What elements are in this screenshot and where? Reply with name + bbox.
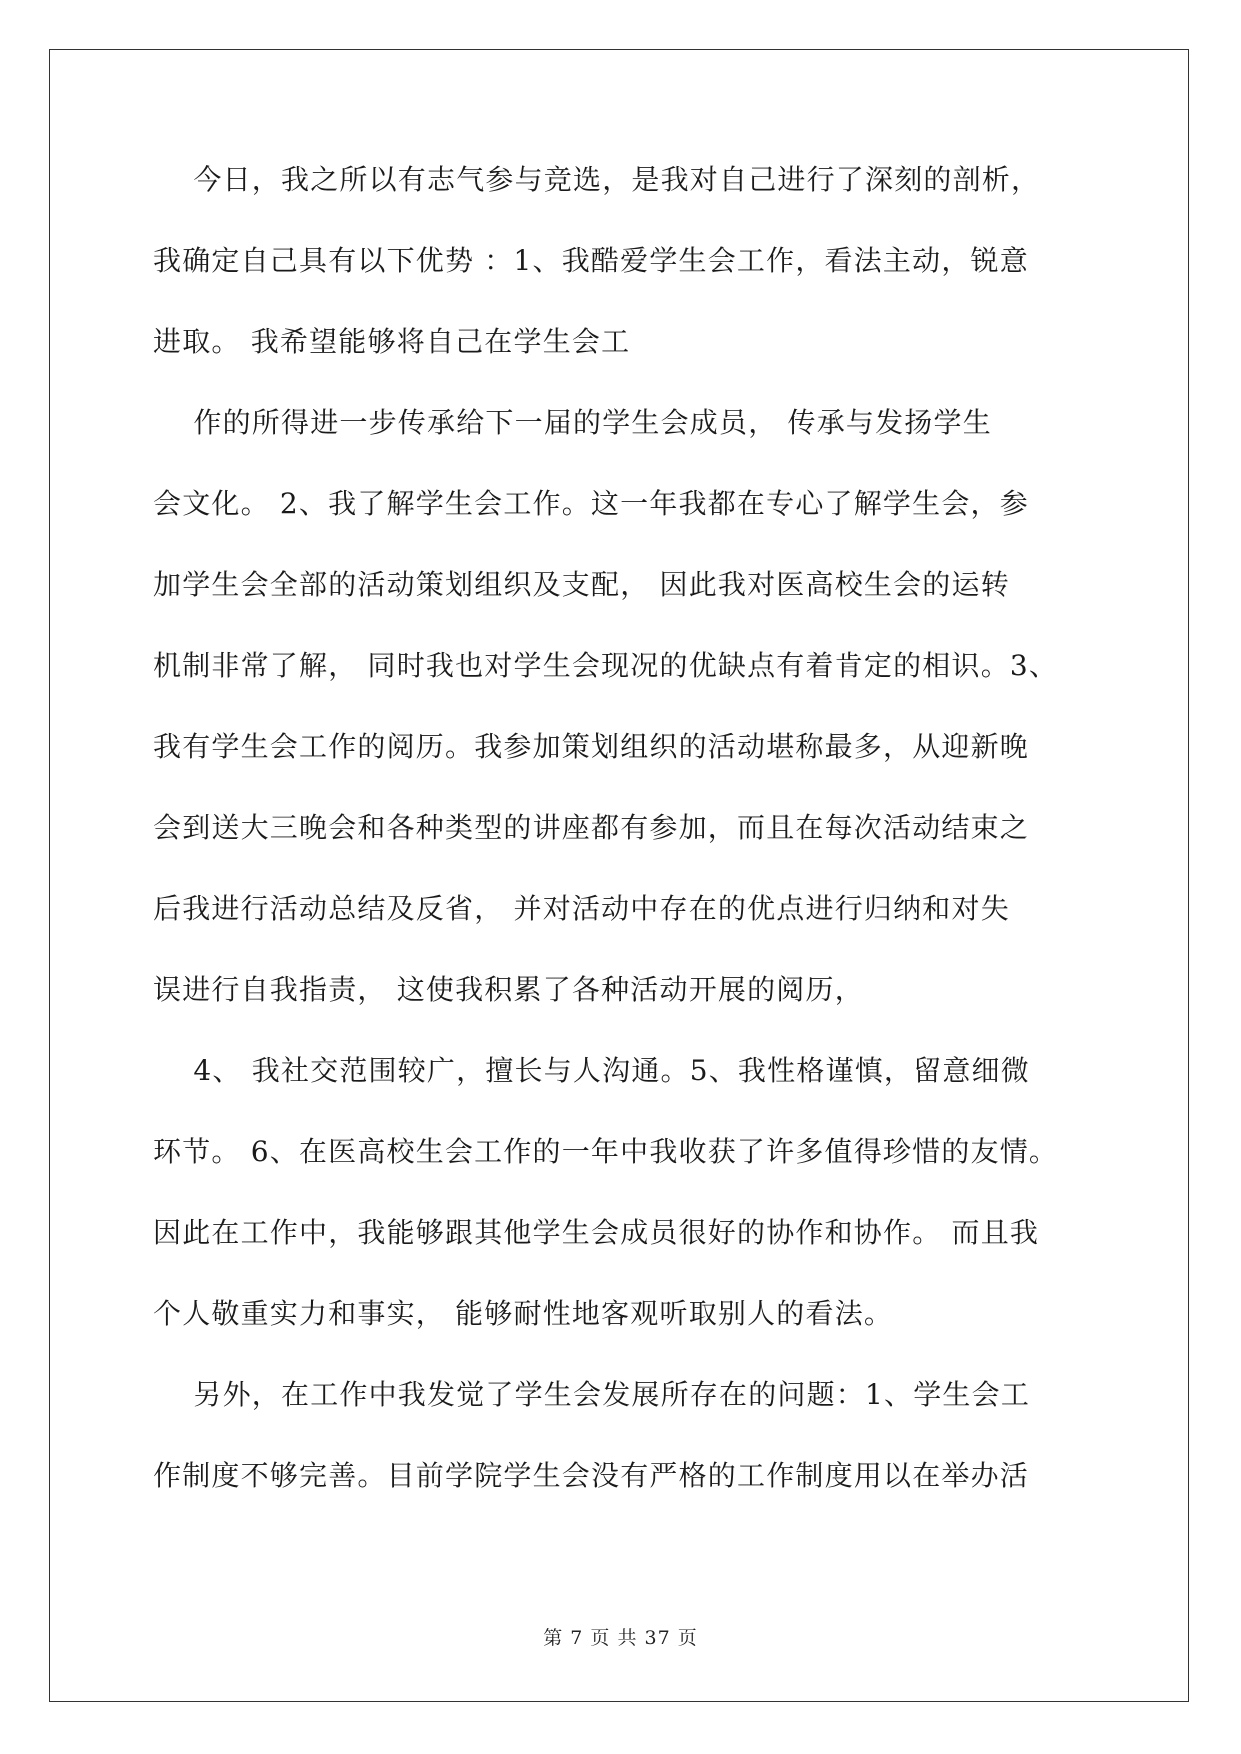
text-line: 作制度不够完善。目前学院学生会没有严格的工作制度用以在举办活 [153, 1459, 1030, 1492]
text-line: 会到送大三晚会和各种类型的讲座都有参加，而且在每次活动结束之 [153, 811, 1030, 844]
text-line: 进取。 我希望能够将自己在学生会工 [153, 325, 631, 358]
text-line: 另外，在工作中我发觉了学生会发展所存在的问题：1、学生会工 [153, 1378, 1031, 1411]
text-line: 加学生会全部的活动策划组织及支配， 因此我对医高校生会的运转 [153, 568, 1010, 601]
text-line: 今日，我之所以有志气参与竞选，是我对自己进行了深刻的剖析， [153, 163, 1041, 196]
text-line: 我确定自己具有以下优势 ：1、我酷爱学生会工作，看法主动，锐意 [153, 244, 1029, 277]
text-line: 后我进行活动总结及反省， 并对活动中存在的优点进行归纳和对失 [153, 892, 1010, 925]
text-line: 机制非常了解， 同时我也对学生会现况的优缺点有着肯定的相识。3、 [153, 649, 1059, 682]
text-line: 因此在工作中，我能够跟其他学生会成员很好的协作和协作。 而且我 [153, 1216, 1040, 1249]
text-line: 环节。 6、在医高校生会工作的一年中我收获了许多值得珍惜的友情。 [153, 1135, 1059, 1168]
text-line: 我有学生会工作的阅历。我参加策划组织的活动堪称最多，从迎新晚 [153, 730, 1030, 763]
page-number-footer: 第 7 页 共 37 页 [543, 1627, 698, 1649]
text-line: 会文化。 2、我了解学生会工作。这一年我都在专心了解学生会，参 [153, 487, 1029, 520]
text-line: 作的所得进一步传承给下一届的学生会成员， 传承与发扬学生 [153, 406, 992, 439]
text-line: 个人敬重实力和事实， 能够耐性地客观听取别人的看法。 [153, 1297, 894, 1330]
text-line: 误进行自我指责， 这使我积累了各种活动开展的阅历， [153, 973, 864, 1006]
text-line: 4、 我社交范围较广，擅长与人沟通。5、我性格谨慎，留意细微 [153, 1054, 1030, 1087]
document-body [153, 163, 1093, 1543]
